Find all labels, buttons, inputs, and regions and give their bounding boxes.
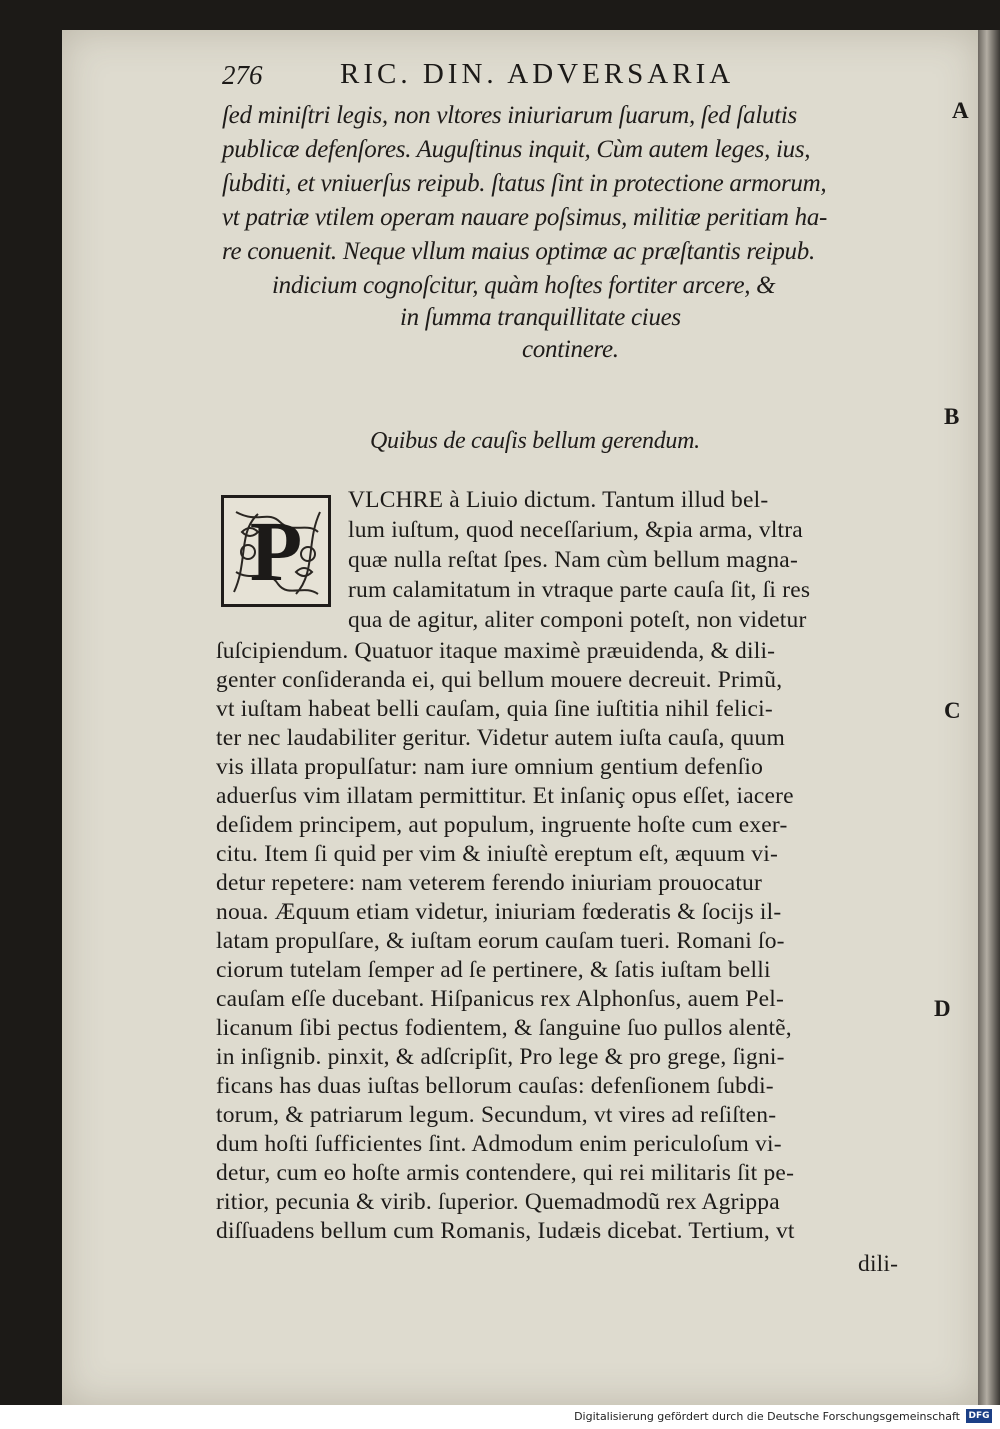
quote-line: indicium cognoſcitur, quàm hoſtes fortiter arcere, & — [272, 272, 776, 299]
body-line: ſuſcipiendum. Quatuor itaque maximè præuidenda, & dili- — [216, 638, 776, 664]
body-line: ciorum tutelam ſemper ad ſe pertinere, & ſatis iuſtam belli — [216, 957, 771, 983]
facing-page-edge — [978, 30, 1000, 1405]
quote-line: ſubditi, et vniuerſus reipub. ſtatus ſint in protectione armorum, — [222, 170, 827, 197]
page-number: 276 — [222, 60, 263, 90]
dfg-logo-icon: DFG — [966, 1409, 992, 1423]
body-line: torum, & patriarum legum. Secundum, vt vires ad reſiſten- — [216, 1102, 777, 1128]
body-line: citu. Item ſi quid per vim & iniuſtè ereptum eſt, æquum vi- — [216, 841, 778, 867]
section-heading: Quibus de cauſis bellum gerendum. — [370, 428, 700, 454]
body-line: genter conſideranda ei, qui bellum mouere decreuit. Primũ, — [216, 667, 783, 693]
body-line: vis illata propulſatur: nam iure omnium gentium defenſio — [216, 754, 764, 780]
decorated-initial — [221, 495, 331, 607]
running-title: RIC. DIN. ADVERSARIA — [340, 58, 735, 90]
margin-letter-c: C — [944, 698, 961, 723]
quote-line: re conuenit. Neque vllum maius optimæ ac præſtantis reipub. — [222, 238, 815, 265]
initial-letter: P — [249, 503, 303, 599]
body-line: lum iuſtum, quod neceſſarium, &pia arma, vltra — [348, 517, 803, 543]
body-line: aduerſus vim illatam permittitur. Et inſaniç opus eſſet, iacere — [216, 783, 794, 809]
quote-line: in ſumma tranquillitate ciues — [400, 304, 681, 331]
body-line: noua. Æquum etiam videtur, iniuriam fœderatis & ſocijs il- — [216, 899, 782, 925]
body-line: qua de agitur, aliter componi poteſt, non videtur — [348, 607, 807, 633]
body-line: in inſignib. pinxit, & adſcripſit, Pro lege & pro grege, ſigni- — [216, 1044, 785, 1070]
footer-bar — [0, 1405, 1000, 1429]
margin-letter-a: A — [952, 98, 969, 123]
quote-line: vt patriæ vtilem operam nauare poſsimus, militiæ peritiam ha- — [222, 204, 828, 231]
body-line: dum hoſti ſufficientes ſint. Admodum enim periculoſum vi- — [216, 1131, 782, 1157]
body-line: quæ nulla reſtat ſpes. Nam cùm bellum magna- — [348, 547, 798, 573]
body-line: licanum ſibi pectus fodientem, & ſanguine ſuo pullos alentẽ, — [216, 1015, 792, 1041]
body-line: rum calamitatum in vtraque parte cauſa ſit, ſi res — [348, 577, 811, 603]
body-line: diſſuadens bellum cum Romanis, Iudæis dicebat. Tertium, vt — [216, 1218, 795, 1244]
quote-line: continere. — [522, 336, 619, 363]
body-line: latam propulſare, & iuſtam eorum cauſam tueri. Romani ſo- — [216, 928, 785, 954]
body-line: ritior, pecunia & virib. ſuperior. Quemadmodũ rex Agrippa — [216, 1189, 780, 1215]
quote-line: ſed miniſtri legis, non vltores iniuriarum ſuarum, ſed ſalutis — [222, 102, 797, 129]
body-line: cauſam eſſe ducebant. Hiſpanicus rex Alphonſus, auem Pel- — [216, 986, 785, 1012]
body-line: ter nec laudabiliter geritur. Videtur autem iuſta cauſa, quum — [216, 725, 785, 751]
body-line: detur, cum eo hoſte armis contendere, qui rei militaris ſit pe- — [216, 1160, 795, 1186]
margin-letter-b: B — [944, 404, 960, 429]
body-line: vt iuſtam habeat belli cauſam, quia ſine iuſtitia nihil felici- — [216, 696, 773, 722]
catchword: dili- — [858, 1251, 899, 1277]
quote-line: publicæ defenſores. Auguſtinus inquit, Cùm autem leges, ius, — [222, 136, 811, 163]
bleed-through-text — [800, 260, 960, 480]
body-line: deſidem principem, aut populum, ingruente hoſte cum exer- — [216, 812, 788, 838]
funding-notice: Digitalisierung gefördert durch die Deutsche Forschungsgemeinschaft — [574, 1410, 960, 1423]
body-line: detur repetere: nam veterem ferendo iniuriam prouocatur — [216, 870, 763, 896]
body-line: ficans has duas iuſtas bellorum cauſas: defenſionem ſubdi- — [216, 1073, 774, 1099]
margin-letter-d: D — [934, 996, 951, 1021]
running-head — [222, 58, 832, 92]
body-line: VLCHRE à Liuio dictum. Tantum illud bel- — [348, 487, 769, 513]
